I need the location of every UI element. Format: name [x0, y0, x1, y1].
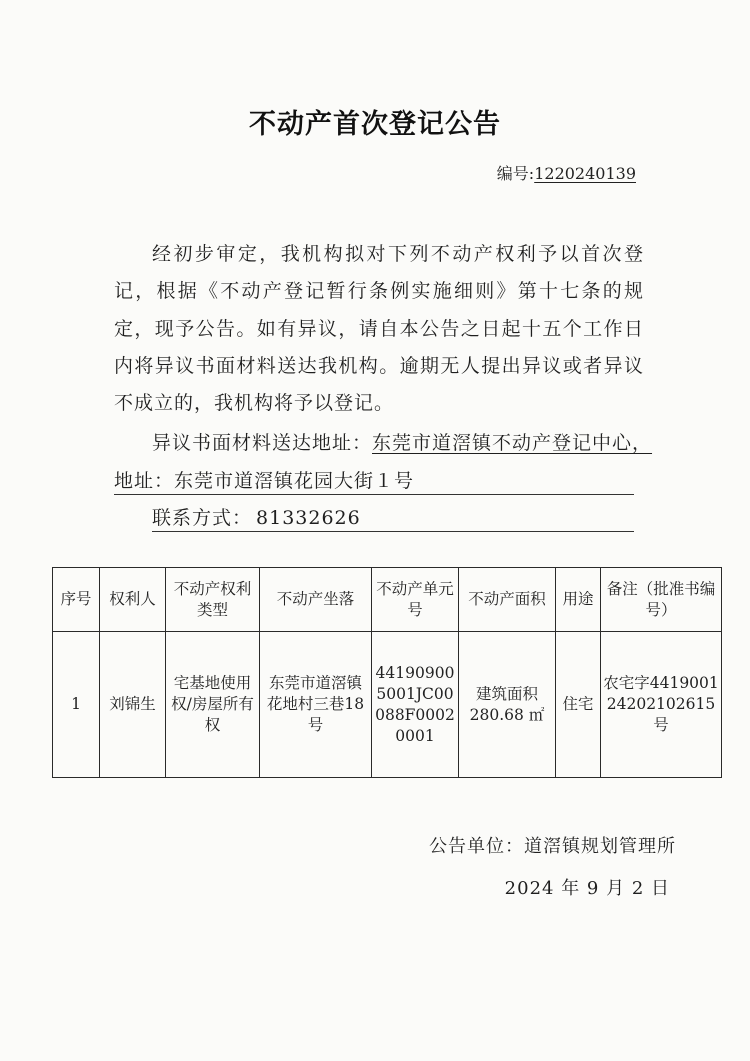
col-header-unit-no: 不动产单元号	[372, 568, 459, 632]
doc-number-label: 编号:	[496, 164, 535, 183]
col-header-right-type: 不动产权利类型	[166, 568, 260, 632]
col-header-remark: 备注（批准书编号）	[601, 568, 722, 632]
contact-label: 联系方式：	[152, 507, 253, 529]
cell-right-type: 宅基地使用权/房屋所有权	[166, 632, 260, 778]
cell-location: 东莞市道滘镇花地村三巷18号	[260, 632, 372, 778]
announcement-date: 2024 年 9 月 2 日	[504, 878, 670, 899]
cell-area: 建筑面积280.68 ㎡	[459, 632, 556, 778]
cell-remark: 农宅字441900124202102615号	[601, 632, 722, 778]
col-header-holder: 权利人	[100, 568, 166, 632]
cell-unit-no: 441909005001JC00088F00020001	[372, 632, 459, 778]
page-title: 不动产首次登记公告	[249, 109, 501, 140]
col-header-area: 不动产面积	[459, 568, 556, 632]
doc-number-value: 1220240139	[534, 164, 636, 183]
announcing-unit: 公告单位：道滘镇规划管理所	[429, 836, 676, 857]
contact-line	[152, 503, 634, 532]
cell-no: 1	[53, 632, 100, 778]
body-text	[114, 236, 644, 422]
cell-use: 住宅	[556, 632, 601, 778]
cell-holder: 刘锦生	[100, 632, 166, 778]
body-paragraph: 经初步审定，我机构拟对下列不动产权利予以首次登记，根据《不动产登记暂行条例实施细则》第十七条的规定，现予公告。如有异议，请自本公告之日起十五个工作日内将异议书面材料送达我机构。逾期无人提出异议或者异议不成立的，我机构将予以登记。	[114, 243, 644, 415]
registration-table	[52, 567, 722, 778]
objection-place: 东莞市道滘镇不动产登记中心，	[372, 432, 653, 454]
col-header-use: 用途	[556, 568, 601, 632]
table-row	[53, 632, 722, 778]
col-header-no: 序号	[53, 568, 100, 632]
objection-address-line	[152, 428, 652, 455]
contact-phone: 81332626	[256, 507, 361, 529]
doc-number	[497, 161, 636, 184]
objection-label: 异议书面材料送达地址：	[152, 432, 373, 454]
col-header-location: 不动产坐落	[260, 568, 372, 632]
objection-street-address: 地址：东莞市道滘镇花园大街１号	[114, 466, 634, 495]
table-header-row	[53, 568, 722, 632]
